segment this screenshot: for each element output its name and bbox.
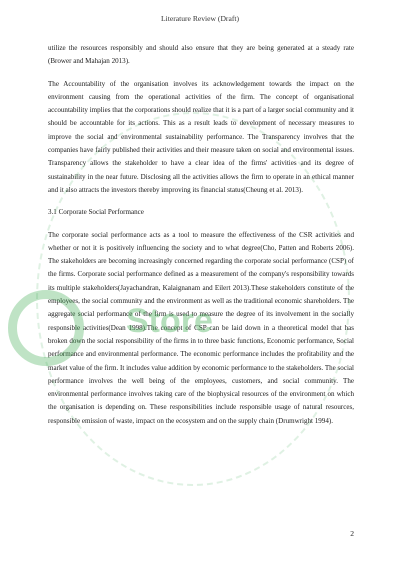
document-body — [48, 42, 354, 437]
paragraph-1: utilize the resources responsibly and should also ensure that they are being generated at a steady rate (Brower and Mahajan 2013). — [48, 44, 354, 66]
page-number: 2 — [350, 529, 354, 538]
section-heading: 3.1 Corporate Social Performance — [48, 208, 144, 217]
watermark-text: Store — [126, 302, 213, 340]
paragraph-3: The corporate social performance acts as a tool to measure the effectiveness of the CSR activities and whether or not it is positively influencing the society and to what degree(Cho, Patten and Roberts 2006). The stakeholders are becoming increasingly concerned regarding the corporate social performance (CSP) of the firms. Corporate social performance defined as a measurement of the company's responsibility towards its multiple stakeholders(Jayachandran, Kalaignanam and Eilert 2013).These stakeholders constitute of the employees, the social community and the environment as well as the traditional economic shareholders. The aggregate social performance of the firm is used to measure the degree of its involvement in the socially responsible activities(Dean 1998).The concept of CSP can be laid down in a theoretical model that has broken down the social responsibility of the firms in to three basic functions, Economic performance, Social performance and environmental performance. The economic performance includes the profitability and the market value of the firm. It includes value addition by economic performance to the stakeholders. The social performance involves the well being of the employees, customers, and social community. The environmental performance involves taking care of the biophysical resources of the environment on which the organisation is depending on. These responsibilities include responsible usage of natural resources, responsible emission of waste, impact on the ecosystem and on the supply chain (Drumwright 1994). — [48, 230, 354, 425]
running-header: Literature Review (Draft) — [160, 14, 239, 23]
paragraph-2: The Accountability of the organisation involves its acknowledgement towards the impact on the environment causing from the operational activities of the firm. The concept of organisational accountability implies that the corporations should realize that it is a part of a larger social community and it should be accountable for its actions. This as a result leads to development of necessary measures to improve the social and environmental sustainability performance. The Transparency involves that the companies have fairly published their activities and their measure taken on social and environmental issues. Transparency allows the stakeholder to have a clear idea of the firms' activities and its degree of sustainability in the near future. Disclosing all the activities allows the firm to operate in an ethical manner and it also attracts the investors thereby improving its financial status(Cheung et al. 2013). — [48, 79, 354, 194]
